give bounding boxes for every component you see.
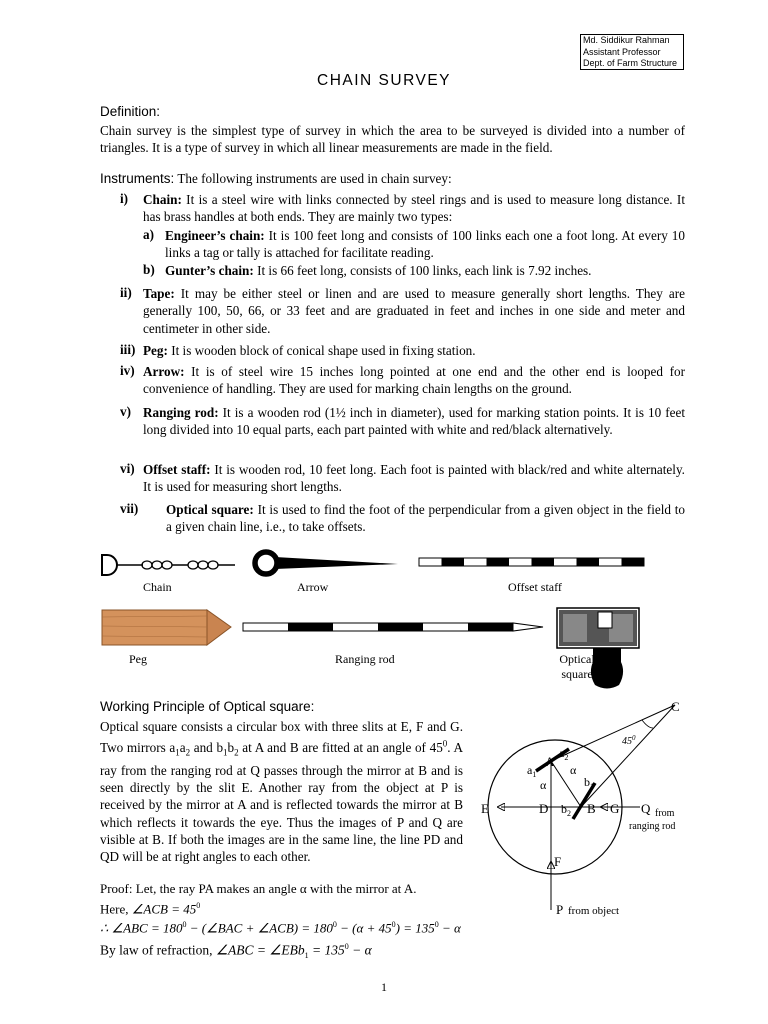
instrument-name: Tape: — [143, 286, 175, 301]
page-title: CHAIN SURVEY — [317, 72, 451, 89]
instruments-intro: The following instruments are used in chain survey: — [174, 171, 452, 186]
working-principle-heading: Working Principle of Optical square: — [100, 699, 315, 714]
subitem-name: Gunter’s chain: — [165, 263, 254, 278]
instrument-name: Offset staff: — [143, 462, 211, 477]
label-c: C — [671, 699, 680, 714]
label-a2: $a_2$ — [559, 746, 569, 762]
instrument-peg — [143, 342, 685, 359]
instrument-ranging-rod — [143, 404, 685, 439]
instrument-desc: It is of steel wire 15 inches long pointed at one end and the other end is looped for convenience of handling. They are used for marking chain lengths on the ground. — [143, 364, 685, 397]
instrument-desc: It may be either steel or linen and are used to measure generally short lengths. They are generally 100, 50, 66, or 33 feet and are graduated in feet and inches in one side and meter and centimeter in other side. — [143, 286, 685, 336]
eq-body: = 135 — [308, 942, 345, 958]
subscript: 1 — [304, 951, 309, 961]
subitem-name: Engineer’s chain: — [165, 228, 265, 243]
degree-sup: 0 — [391, 920, 396, 929]
caption-peg: Peg — [129, 652, 147, 666]
gunters-chain — [165, 262, 685, 279]
label-p: P — [556, 902, 564, 917]
degree-sup: 0 — [344, 942, 349, 951]
author-dept: Dept. of Farm Structure — [583, 58, 678, 68]
instrument-desc: It is wooden block of conical shape used in fixing station. — [167, 343, 476, 358]
definition-text: Chain survey is the simplest type of survey in which the area to be surveyed is divided into a number of triangles. It is a type of survey in which all linear measurements are made in the field. — [100, 123, 685, 156]
caption-optical-square: Optical square — [559, 652, 595, 681]
degree-sup: 0 — [434, 920, 439, 929]
label-a: A — [545, 754, 555, 769]
peg-illustration — [102, 610, 231, 645]
instrument-name: Optical square: — [166, 502, 254, 517]
eq-body: − (α + 45 — [336, 920, 392, 936]
eq-body: − α — [438, 920, 461, 936]
label-d: D — [539, 801, 549, 816]
ranging-rod-illustration — [243, 623, 543, 631]
equation-2 — [100, 920, 461, 936]
caption-chain: Chain — [143, 580, 172, 594]
label-e: E — [481, 801, 489, 816]
ray-bc — [581, 705, 675, 807]
chain-illustration — [102, 555, 235, 575]
eq-body: ∠ABC = ∠EBb — [215, 942, 305, 958]
instrument-name: Peg: — [143, 343, 168, 358]
item-num: vii) — [120, 501, 139, 516]
caption-ranging-rod: Ranging rod — [335, 652, 395, 666]
eq-body: ) = 135 — [395, 920, 435, 936]
label-g: G — [610, 801, 620, 816]
arrow-illustration — [255, 552, 398, 574]
label-a1: $a_1$ — [527, 763, 537, 779]
instrument-name: Chain: — [143, 192, 182, 207]
item-num: iv) — [120, 363, 135, 378]
subitem-desc: It is 66 feet long, consists of 100 links, each link is 7.92 inches. — [253, 263, 592, 278]
instrument-desc: It is used to find the foot of the perpendicular from a given object in the field to a given chain line, i.e., to take offsets. — [166, 502, 685, 535]
author-box — [580, 34, 684, 70]
working-principle-body: Optical square consists a circular box with three slits at E, F and G. Two mirrors $a_1a_2$ and $b_1b_2$ at A and B are fitted at an angle of $45^0$. A ray from the ranging rod at Q passes through the mirror at B and is seen directly by the slit E. Another ray from the object at P is received by the mirror at A and is reflected towards the mirror at B which reflects it towards the eye. Thus the images of P and Q are visible at B. If both the images are in the same line, the line PD and QD will be at right angles to each other. — [100, 719, 464, 865]
instruments-heading: Instruments: — [100, 171, 175, 186]
instrument-name: Ranging rod: — [143, 405, 219, 420]
instrument-offset-staff — [143, 461, 685, 496]
instrument-arrow — [143, 363, 685, 398]
caption-arrow: Arrow — [297, 580, 329, 594]
optical-square-diagram — [470, 695, 700, 925]
instrument-desc: It is wooden rod, 10 feet long. Each foot is painted with black/red and white alternately. It is used for measuring short lengths. — [143, 462, 685, 495]
page-number: 1 — [381, 980, 387, 994]
item-num: vi) — [120, 461, 135, 476]
subitem-num: b) — [143, 262, 155, 277]
author-position: Assistant Professor — [583, 46, 661, 57]
label-45: $45^0$ — [622, 734, 636, 747]
caption-offset-staff: Offset staff — [508, 580, 562, 594]
eq-body: ∠ACB = 45 — [131, 901, 197, 917]
eq-prefix: By law of refraction, — [100, 942, 213, 958]
proof-line: Proof: Let, the ray PA makes an angle α with the mirror at A. — [100, 881, 417, 896]
eq-body: ∴ ∠ABC = 180 — [100, 920, 183, 936]
engineers-chain — [165, 227, 685, 262]
equation-3 — [100, 942, 372, 960]
label-alpha-b: α — [540, 778, 547, 792]
working-principle-text — [100, 718, 463, 865]
label-from: from — [655, 808, 675, 819]
ray-ac — [551, 705, 675, 761]
item-num: iii) — [120, 342, 136, 357]
definition-heading: Definition: — [100, 104, 161, 119]
label-q: Q — [641, 801, 651, 816]
label-f: F — [554, 854, 562, 869]
eq-body: − α — [348, 942, 372, 958]
subitem-desc: It is 100 feet long and consists of 100 links each one a foot long. At every 10 links a tag or tally is attached for facilitate reading. — [165, 228, 685, 261]
instrument-desc: It is a wooden rod (1½ inch in diameter), used for marking station points. It is 10 feet long divided into 10 equal parts, each part painted with white and red/black alternatively. — [143, 405, 685, 438]
degree-sup: 0 — [332, 920, 337, 929]
label-alpha-a: α — [570, 763, 577, 777]
subitem-num: a) — [143, 227, 154, 242]
label-ranging-rod: ranging rod — [629, 821, 676, 832]
author-name: Md. Siddikur Rahman — [583, 35, 670, 45]
degree-sup: 0 — [196, 901, 201, 910]
degree-sup: 0 — [182, 920, 187, 929]
eq-body: − (∠BAC + ∠ACB) = 180 — [186, 920, 333, 936]
instrument-optical-square — [166, 501, 685, 536]
label-b: B — [587, 801, 596, 816]
instrument-chain — [143, 191, 685, 226]
offset-staff-illustration — [419, 558, 644, 566]
instrument-name: Arrow: — [143, 364, 185, 379]
instrument-tape — [143, 285, 685, 337]
equation-1 — [100, 901, 200, 917]
instrument-desc: It is a steel wire with links connected by steel rings and is used to measure long distance. It has brass handles at both ends. They are mainly two types: — [143, 192, 685, 225]
item-num: i) — [120, 191, 129, 206]
instruments-intro-line — [100, 171, 452, 187]
item-num: ii) — [120, 285, 132, 300]
label-b2: $b_2$ — [561, 802, 571, 818]
label-from-object: from object — [568, 905, 620, 917]
item-num: v) — [120, 404, 131, 419]
label-b1: $b_1$ — [584, 775, 594, 791]
eq-prefix: Here, — [100, 901, 129, 917]
